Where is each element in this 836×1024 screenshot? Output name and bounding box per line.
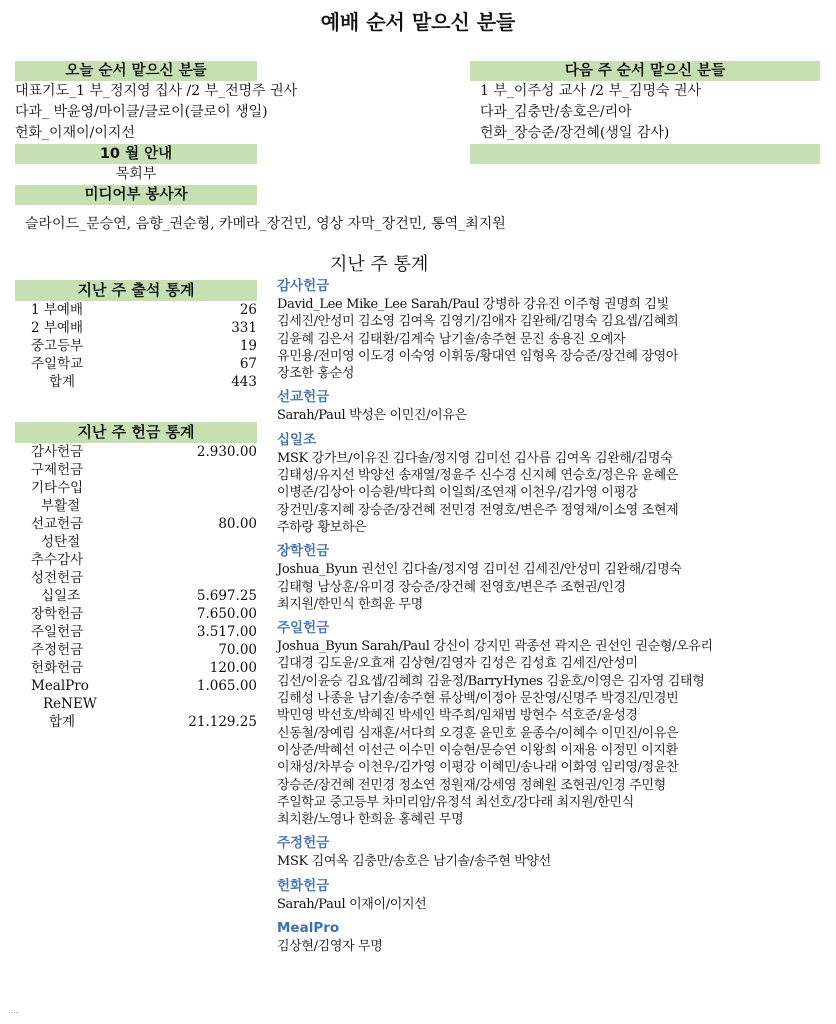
donor-names: Sarah/Paul 이재이/이지선 (277, 896, 427, 912)
today-role-line: 대표기도_1 부_정지영 집사 /2 부_전명주 권사 (15, 83, 298, 99)
offering-value: 1.065.00 (196, 678, 257, 694)
offering-total-row (15, 713, 257, 731)
offering-rows (15, 443, 257, 713)
attendance-value: 26 (239, 302, 257, 318)
donor-names: Joshua_Byun 권선인 김다솔/정지영 김미선 김세진/안성미 김완해/김명숙 김태형 남상훈/유미경 장승준/장건혜 전영호/변은주 조현권/인경 최지원/한민식 한희윤 무명 (277, 562, 682, 612)
attendance-total-label: 합계 (49, 374, 76, 390)
offering-row (15, 515, 257, 533)
donor-names: MSK 강가브/이유진 김다솔/정지영 김미선 김사름 김여옥 김완해/김명숙 김태성/유지선 박양선 송재열/정윤주 신수경 신지혜 연승호/정은유 윤혜은 이병준/김상아 이승환/박다희 이일희/조연재 이천우/김가영 이평강 장건민/홍지혜 장승준/장건혜 전민경 전영호/변은주 정영채/이소영 조현제 주하랑 황보하은 (277, 450, 679, 535)
offering-value: 5.697.25 (196, 588, 257, 604)
attendance-label: 중고등부 (31, 338, 84, 354)
next-week-role-line: 1 부_이주성 교사 /2 부_김명숙 권사 (480, 83, 702, 99)
offering-label: 부활절 (41, 498, 81, 514)
offering-label: 주정헌금 (31, 642, 84, 658)
next-week-roles-section (470, 61, 820, 164)
stats-title: 지난 주 통계 (330, 254, 429, 275)
offering-label: 성탄절 (41, 534, 81, 550)
attendance-value: 19 (239, 338, 257, 354)
attendance-label: 2 부예배 (31, 320, 84, 336)
offering-label: ReNEW (43, 696, 97, 712)
offering-row (15, 461, 257, 479)
offering-row (15, 443, 257, 461)
attendance-total-row (15, 373, 257, 391)
donor-category-title: 주정헌금 (277, 835, 330, 852)
attendance-value: 331 (231, 320, 257, 336)
offering-value: 70.00 (218, 642, 257, 658)
offering-row (15, 623, 257, 641)
today-roles-section (15, 61, 298, 205)
offering-row (15, 605, 257, 623)
attendance-row (15, 319, 257, 337)
offering-header: 지난 주 헌금 통계 (15, 422, 257, 443)
offering-total-value: 21.129.25 (188, 714, 257, 730)
donor-lists (277, 277, 825, 955)
offering-row (15, 497, 257, 515)
next-week-empty-band (470, 144, 820, 164)
attendance-header: 지난 주 출석 통계 (15, 280, 257, 301)
offering-value: 7.650.00 (196, 606, 257, 622)
donor-category-title: 선교헌금 (277, 389, 330, 406)
october-notice-content: 목회부 (115, 166, 157, 182)
offering-row (15, 641, 257, 659)
attendance-row (15, 337, 257, 355)
offering-row (15, 587, 257, 605)
next-week-role-line: 다과_김충만/송호은/리아 (480, 104, 632, 120)
attendance-stats (15, 280, 257, 391)
offering-value: 80.00 (218, 516, 257, 532)
donor-category-title: 감사헌금 (277, 278, 330, 294)
donor-names: Joshua_Byun Sarah/Paul 강신이 강지민 곽종선 곽지은 권선인 권순형/오유리 김대경 김도윤/오효재 김상현/김영자 김성은 김성효 김세진/안성미 김선/이윤승 김요셉/김혜희 김윤정/BarryHynes 김윤호/이영은 김자영 김태형 김해성 나종윤 남기솔/송주현 류상백/이정아 문찬영/신명주 박경진/민경빈 박민영 박선호/박혜진 박세인 박주희/임채범 방현수 석호준/윤성경 신동철/장예림 심재훈/서다희 오경훈 윤민호 윤종수/이혜수 이민진/이유은 이상준/박혜선 이선근 이수민 이승현/문승연 이왕희 이재용 이정민 이지환 이채성/차부승 이천우/김가영 이평강 이혜민/송나래 이화영 임리영/정윤찬 장승준/장건혜 전민경 정소연 정원재/강세영 정혜원 조현권/인경 주민형 주일학교 중고등부 차미리암/유정석 최선호/강다래 최지원/한민식 최치환/노영나 한희윤 홍혜린 무명 (277, 639, 713, 828)
offering-value: 120.00 (209, 660, 257, 676)
attendance-rows (15, 301, 257, 373)
offering-label: 성전헌금 (31, 570, 84, 586)
media-volunteers-list: 슬라이드_문승연, 음향_권순형, 카메라_장건민, 영상 자막_장건민, 통역_최지원 (25, 216, 506, 232)
attendance-row (15, 355, 257, 373)
offering-label: 구제헌금 (31, 462, 84, 478)
donor-category-title: 헌화헌금 (277, 877, 330, 894)
footer-mark: .... (8, 1006, 19, 1015)
attendance-total-value: 443 (231, 374, 257, 390)
offering-label: 십일조 (41, 588, 81, 604)
offering-stats (15, 422, 257, 731)
offering-value: 2.930.00 (196, 444, 257, 460)
media-volunteers-header: 미디어부 봉사자 (15, 185, 257, 205)
next-week-role-line: 헌화_장승준/장건혜(생일 감사) (480, 125, 670, 141)
offering-label: 추수감사 (31, 552, 84, 568)
offering-total-label: 합계 (49, 714, 76, 730)
today-roles-header: 오늘 순서 맡으신 분들 (15, 61, 257, 81)
offering-label: 기타수입 (31, 480, 84, 496)
offering-label: 선교헌금 (31, 516, 84, 532)
offering-row (15, 533, 257, 551)
offering-row (15, 551, 257, 569)
attendance-value: 67 (239, 356, 257, 372)
today-role-line: 헌화_이재이/이지선 (15, 125, 135, 141)
donor-category-title: 십일조 (277, 431, 317, 448)
donor-category-title: 주일헌금 (277, 620, 330, 637)
offering-label: 장학헌금 (31, 606, 84, 622)
attendance-label: 주일학교 (31, 356, 84, 372)
offering-label: MealPro (31, 678, 89, 694)
offering-row (15, 479, 257, 497)
donor-names: Sarah/Paul 박성은 이민진/이유은 (277, 408, 467, 424)
donor-category-title: 장학헌금 (277, 543, 330, 560)
offering-row (15, 677, 257, 695)
offering-row (15, 659, 257, 677)
page-title: 예배 순서 맡으신 분들 (320, 10, 516, 34)
offering-label: 주일헌금 (31, 624, 84, 640)
next-week-roles-header: 다음 주 순서 맡으신 분들 (470, 61, 820, 81)
attendance-row (15, 301, 257, 319)
attendance-label: 1 부예배 (31, 302, 84, 318)
offering-value: 3.517.00 (196, 624, 257, 640)
offering-row (15, 569, 257, 587)
donor-names: 김상현/김영자 무명 (277, 939, 383, 955)
donor-category-title: MealPro (277, 920, 340, 937)
offering-row (15, 695, 257, 713)
today-role-line: 다과_ 박윤영/마이클/클로이(클로이 생일) (15, 104, 268, 120)
donor-names: David_Lee Mike_Lee Sarah/Paul 강병하 강유진 이주형 권명희 김빛 김세진/안성미 김소영 김여옥 김영기/김애자 김완해/김명숙 김요셉/김혜희 김윤혜 김은서 김태환/김계숙 남기솔/송주현 문진 송용진 오예자 유민용/전미영 이도경 이숙영 이휘동/황대연 임형옥 장승준/장건혜 장영아 장조한 홍순성 (277, 297, 679, 382)
offering-label: 감사헌금 (31, 444, 84, 460)
offering-label: 헌화헌금 (31, 660, 84, 676)
donor-names: MSK 김여옥 김충만/송호은 남기솔/송주현 박양선 (277, 854, 551, 870)
october-notice-header: 10 월 안내 (15, 144, 257, 164)
